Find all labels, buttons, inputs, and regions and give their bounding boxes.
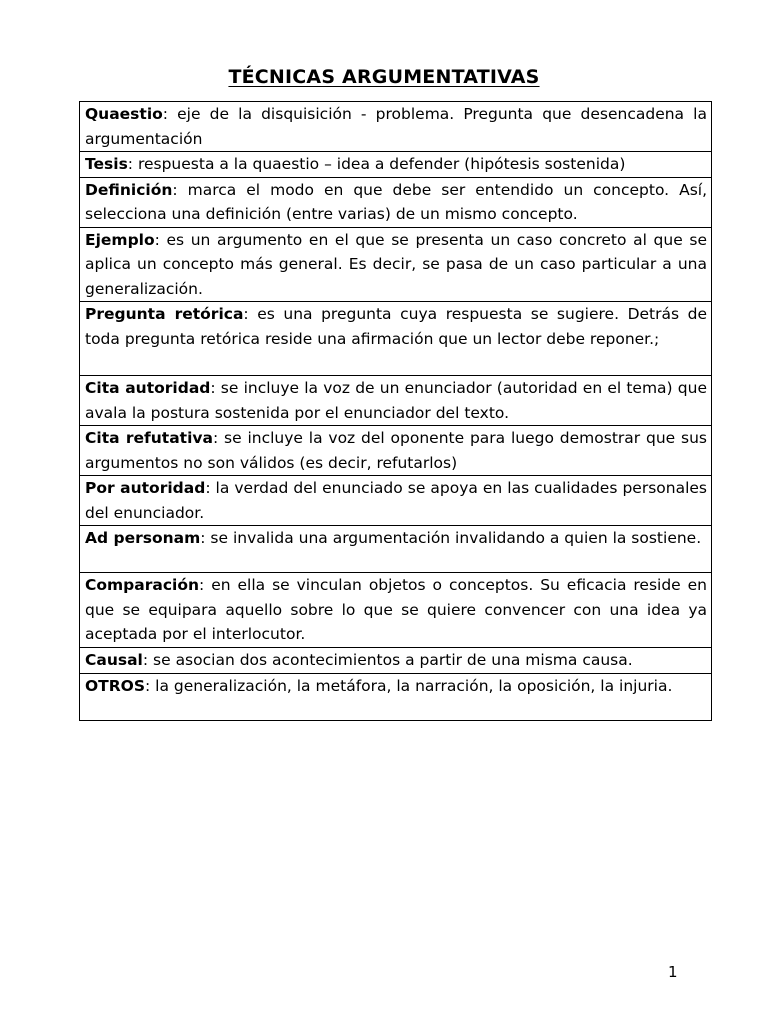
page-title: TÉCNICAS ARGUMENTATIVAS [228, 66, 540, 88]
row-text: : se incluye la voz de un enunciador (autoridad en el tema) que avala la postura sostenida por el enunciador del texto. [85, 379, 707, 422]
row-text: : eje de la disquisición - problema. Pregunta que desencadena la argumentación [85, 105, 707, 148]
table-row [80, 526, 712, 573]
table-cell [80, 573, 712, 648]
table-cell [80, 426, 712, 476]
table-cell [80, 476, 712, 526]
row-term: Quaestio [85, 105, 163, 123]
row-text: : se invalida una argumentación invalidando a quien la sostiene. [200, 529, 702, 547]
row-term: Ad personam [85, 529, 201, 547]
table-cell [80, 526, 712, 573]
row-term: Tesis [85, 155, 128, 173]
table-cell [80, 227, 712, 302]
techniques-table [79, 101, 712, 721]
table-row [80, 648, 712, 674]
row-term: Causal [85, 651, 143, 669]
row-text: : marca el modo en que debe ser entendido un concepto. Así, selecciona una definición (entre varias) de un mismo concepto. [85, 180, 707, 223]
table-row [80, 476, 712, 526]
row-text: : la generalización, la metáfora, la narración, la oposición, la injuria. [145, 676, 673, 695]
row-text: : la verdad del enunciado se apoya en las cualidades personales del enunciador. [85, 479, 707, 522]
table-cell [80, 648, 712, 674]
table-row [80, 426, 712, 476]
row-term: Cita autoridad [85, 379, 211, 397]
page-number: 1 [668, 963, 678, 981]
row-term: Ejemplo [85, 230, 155, 249]
row-term: Definición [85, 180, 173, 199]
table-cell [80, 302, 712, 376]
table-row [80, 227, 712, 302]
row-term: Cita refutativa [85, 429, 213, 447]
row-text: : es una pregunta cuya respuesta se sugiere. Detrás de toda pregunta retórica reside una afirmación que un lector debe reponer.; [85, 305, 708, 348]
row-text: : en ella se vinculan objetos o conceptos. Su eficacia reside en que se equipara aquello sobre lo que se quiere convencer con una idea ya aceptada por el interlocutor. [85, 576, 707, 643]
table-row [80, 152, 712, 178]
row-term: Comparación [85, 576, 200, 594]
table-cell [80, 673, 712, 720]
table-cell [80, 177, 712, 227]
table-row [80, 177, 712, 227]
table-row [80, 573, 712, 648]
table-cell [80, 152, 712, 178]
table-row [80, 302, 712, 376]
row-text: : se asocian dos acontecimientos a partir de una misma causa. [142, 651, 633, 669]
row-term: OTROS [85, 676, 146, 695]
table-row [80, 376, 712, 426]
row-text: : respuesta a la quaestio – idea a defender (hipótesis sostenida) [127, 155, 626, 173]
row-term: Por autoridad [85, 479, 206, 497]
row-text: : es un argumento en el que se presenta un caso concreto al que se aplica un concepto más general. Es decir, se pasa de un caso particular a una generalización. [85, 230, 707, 298]
row-term: Pregunta retórica [85, 305, 244, 323]
table-cell [80, 102, 712, 152]
table-row [80, 673, 712, 720]
table-cell [80, 376, 712, 426]
table-row [80, 102, 712, 152]
row-text: : se incluye la voz del oponente para luego demostrar que sus argumentos no son válidos (es decir, refutarlos) [85, 429, 707, 472]
